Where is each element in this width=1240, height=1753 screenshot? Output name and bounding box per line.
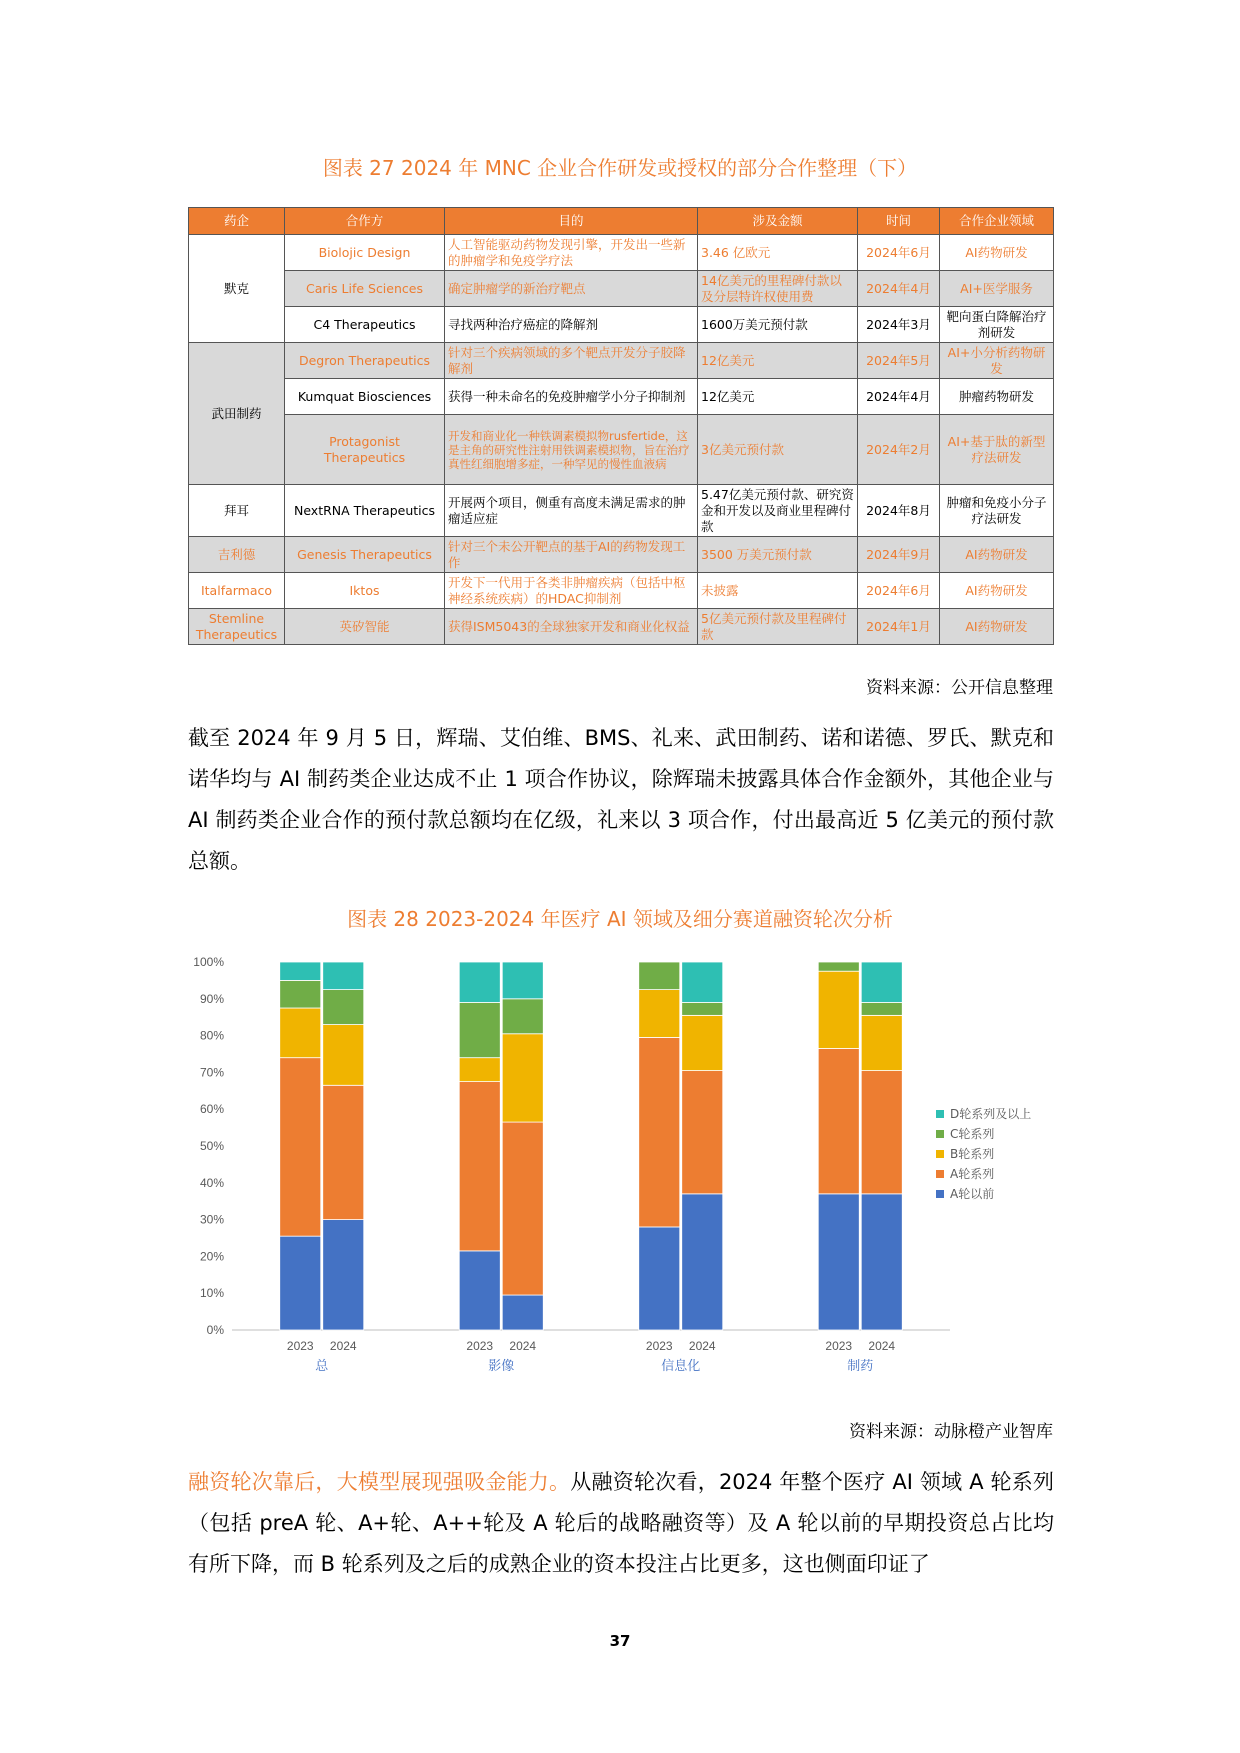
time-cell: 2024年6月 bbox=[858, 573, 940, 609]
table-row bbox=[189, 573, 1054, 609]
partner-cell: 英矽智能 bbox=[285, 609, 445, 645]
header-field: 合作企业领域 bbox=[940, 208, 1054, 235]
amount-cell: 14亿美元的里程碑付款以及分层特许权使用费 bbox=[698, 271, 858, 307]
bar-segment bbox=[323, 990, 364, 1025]
y-tick-label: 30% bbox=[199, 1212, 224, 1227]
y-tick-label: 0% bbox=[206, 1323, 224, 1337]
partner-cell: Protagonist Therapeutics bbox=[285, 415, 445, 485]
bar-segment bbox=[459, 1058, 500, 1082]
time-cell: 2024年6月 bbox=[858, 235, 940, 271]
bar-segment bbox=[861, 1015, 902, 1070]
amount-cell: 3亿美元预付款 bbox=[698, 415, 858, 485]
partner-cell: Kumquat Biosciences bbox=[285, 379, 445, 415]
bar-segment bbox=[818, 1048, 859, 1193]
y-tick-label: 70% bbox=[199, 1065, 224, 1080]
deals-table bbox=[188, 207, 1054, 645]
partner-cell: Caris Life Sciences bbox=[285, 271, 445, 307]
x-group-label: 制药 bbox=[847, 1359, 874, 1374]
y-tick-label: 10% bbox=[199, 1286, 224, 1301]
funding-rounds-chart bbox=[190, 950, 1070, 1400]
table-row bbox=[189, 235, 1054, 271]
y-tick-label: 20% bbox=[199, 1249, 224, 1264]
purpose-cell: 人工智能驱动药物发现引擎，开发出一些新的肿瘤学和免疫学疗法 bbox=[445, 235, 698, 271]
x-year-label: 2023 bbox=[466, 1339, 494, 1353]
pharma-cell: 吉利德 bbox=[189, 537, 285, 573]
bar-segment bbox=[818, 971, 859, 1048]
partner-cell: Genesis Therapeutics bbox=[285, 537, 445, 573]
partner-cell: Degron Therapeutics bbox=[285, 343, 445, 379]
header-time: 时间 bbox=[858, 208, 940, 235]
bar-segment bbox=[502, 1122, 543, 1295]
purpose-cell: 开发和商业化一种铁调素模拟物rusfertide，这是主角的研究性注射用铁调素模拟物，旨在治疗真性红细胞增多症，一种罕见的慢性血液病 bbox=[445, 415, 698, 485]
field-cell: 肿瘤药物研发 bbox=[940, 379, 1054, 415]
amount-cell: 1600万美元预付款 bbox=[698, 307, 858, 343]
field-cell: AI药物研发 bbox=[940, 609, 1054, 645]
bar-segment bbox=[502, 1295, 543, 1330]
purpose-cell: 针对三个未公开靶点的基于AI的药物发现工作 bbox=[445, 537, 698, 573]
field-cell: AI+基于肽的新型疗法研发 bbox=[940, 415, 1054, 485]
y-tick-label: 90% bbox=[199, 991, 224, 1006]
pharma-cell: 拜耳 bbox=[189, 485, 285, 537]
bar-segment bbox=[459, 962, 500, 1002]
purpose-cell: 针对三个疾病领域的多个靶点开发分子胶降解剂 bbox=[445, 343, 698, 379]
legend-label: A轮系列 bbox=[950, 1167, 995, 1181]
y-tick-label: 100% bbox=[193, 955, 224, 969]
table-row bbox=[189, 485, 1054, 537]
table-row bbox=[189, 415, 1054, 485]
time-cell: 2024年3月 bbox=[858, 307, 940, 343]
amount-cell: 5亿美元预付款及里程碑付款 bbox=[698, 609, 858, 645]
table-source: 资料来源：公开信息整理 bbox=[866, 678, 1053, 698]
field-cell: AI药物研发 bbox=[940, 235, 1054, 271]
bar-segment bbox=[818, 1194, 859, 1330]
amount-cell: 12亿美元 bbox=[698, 379, 858, 415]
field-cell: 肿瘤和免疫小分子疗法研发 bbox=[940, 485, 1054, 537]
bar-segment bbox=[682, 1071, 723, 1194]
bar-segment bbox=[861, 1002, 902, 1015]
bar-segment bbox=[639, 990, 680, 1038]
x-group-label: 影像 bbox=[488, 1359, 515, 1374]
bar-segment bbox=[280, 962, 321, 980]
bar-segment bbox=[280, 1236, 321, 1330]
legend-label: B轮系列 bbox=[950, 1147, 995, 1161]
time-cell: 2024年4月 bbox=[858, 271, 940, 307]
legend-label: A轮以前 bbox=[950, 1187, 995, 1201]
field-cell: AI+医学服务 bbox=[940, 271, 1054, 307]
field-cell: AI药物研发 bbox=[940, 537, 1054, 573]
bar-segment bbox=[323, 962, 364, 990]
amount-cell: 3500 万美元预付款 bbox=[698, 537, 858, 573]
bar-segment bbox=[861, 962, 902, 1002]
paragraph-text: 从融资轮次看，2024 年整个医疗 AI 领域 A 轮系列（包括 preA 轮、A+轮、A++轮及 A 轮后的战略融资等）及 A 轮以前的早期投资总占比均有所下降，而 B 轮系列及之后的成熟企业的资本投注占比更多，这也侧面印证了 bbox=[188, 1470, 1055, 1576]
amount-cell: 未披露 bbox=[698, 573, 858, 609]
partner-cell: Iktos bbox=[285, 573, 445, 609]
chart-caption: 图表 28 2023-2024 年医疗 AI 领域及细分赛道融资轮次分析 bbox=[347, 907, 893, 931]
pharma-cell: 默克 bbox=[189, 235, 285, 343]
legend-swatch bbox=[936, 1190, 944, 1198]
amount-cell: 12亿美元 bbox=[698, 343, 858, 379]
bar-segment bbox=[861, 1071, 902, 1194]
bar-segment bbox=[502, 962, 543, 999]
y-tick-label: 40% bbox=[199, 1175, 224, 1190]
pharma-cell: Stemline Therapeutics bbox=[189, 609, 285, 645]
x-year-label: 2023 bbox=[645, 1339, 673, 1353]
bar-segment bbox=[280, 1058, 321, 1236]
table-row bbox=[189, 609, 1054, 645]
amount-cell: 3.46 亿欧元 bbox=[698, 235, 858, 271]
y-tick-label: 80% bbox=[199, 1028, 224, 1043]
bar-segment bbox=[682, 962, 723, 1002]
x-year-label: 2024 bbox=[868, 1339, 896, 1353]
page-number: 37 bbox=[609, 1632, 631, 1650]
time-cell: 2024年4月 bbox=[858, 379, 940, 415]
x-year-label: 2024 bbox=[329, 1339, 357, 1353]
legend-swatch bbox=[936, 1170, 944, 1178]
purpose-cell: 确定肿瘤学的新治疗靶点 bbox=[445, 271, 698, 307]
bar-segment bbox=[639, 962, 680, 990]
legend-label: D轮系列及以上 bbox=[950, 1107, 1032, 1121]
partner-cell: Biolojic Design bbox=[285, 235, 445, 271]
purpose-cell: 寻找两种治疗癌症的降解剂 bbox=[445, 307, 698, 343]
table-row bbox=[189, 307, 1054, 343]
time-cell: 2024年2月 bbox=[858, 415, 940, 485]
bar-segment bbox=[682, 1015, 723, 1070]
header-amount: 涉及金额 bbox=[698, 208, 858, 235]
purpose-cell: 获得ISM5043的全球独家开发和商业化权益 bbox=[445, 609, 698, 645]
table-row bbox=[189, 537, 1054, 573]
bar-segment bbox=[459, 1251, 500, 1330]
bar-segment bbox=[502, 1034, 543, 1122]
bar-segment bbox=[459, 1082, 500, 1251]
bar-segment bbox=[861, 1194, 902, 1330]
bar-segment bbox=[323, 1025, 364, 1086]
time-cell: 2024年1月 bbox=[858, 609, 940, 645]
field-cell: AI药物研发 bbox=[940, 573, 1054, 609]
bar-segment bbox=[280, 980, 321, 1008]
pharma-cell: 武田制药 bbox=[189, 343, 285, 485]
time-cell: 2024年9月 bbox=[858, 537, 940, 573]
chart-source: 资料来源：动脉橙产业智库 bbox=[849, 1422, 1053, 1442]
body-paragraph-2 bbox=[188, 1462, 1054, 1585]
pharma-cell: Italfarmaco bbox=[189, 573, 285, 609]
header-purpose: 目的 bbox=[445, 208, 698, 235]
x-year-label: 2023 bbox=[286, 1339, 314, 1353]
partner-cell: NextRNA Therapeutics bbox=[285, 485, 445, 537]
bar-segment bbox=[682, 1002, 723, 1015]
field-cell: 靶向蛋白降解治疗剂研发 bbox=[940, 307, 1054, 343]
x-group-label: 信息化 bbox=[661, 1359, 701, 1374]
bar-segment bbox=[459, 1002, 500, 1057]
bar-segment bbox=[323, 1220, 364, 1330]
table-caption: 图表 27 2024 年 MNC 企业合作研发或授权的部分合作整理（下） bbox=[322, 156, 918, 180]
x-year-label: 2023 bbox=[825, 1339, 853, 1353]
table-row bbox=[189, 271, 1054, 307]
legend-swatch bbox=[936, 1110, 944, 1118]
table-header-row bbox=[189, 208, 1054, 235]
bar-segment bbox=[323, 1085, 364, 1219]
bar-segment bbox=[639, 1227, 680, 1330]
purpose-cell: 开发下一代用于各类非肿瘤疾病（包括中枢神经系统疾病）的HDAC抑制剂 bbox=[445, 573, 698, 609]
legend-swatch bbox=[936, 1130, 944, 1138]
bar-segment bbox=[502, 999, 543, 1034]
partner-cell: C4 Therapeutics bbox=[285, 307, 445, 343]
header-pharma: 药企 bbox=[189, 208, 285, 235]
amount-cell: 5.47亿美元预付款、研究资金和开发以及商业里程碑付款 bbox=[698, 485, 858, 537]
y-tick-label: 50% bbox=[199, 1139, 224, 1153]
bar-segment bbox=[639, 1037, 680, 1227]
x-group-label: 总 bbox=[315, 1359, 329, 1374]
legend-label: C轮系列 bbox=[950, 1127, 995, 1141]
bar-segment bbox=[682, 1194, 723, 1330]
bar-segment bbox=[818, 962, 859, 971]
bar-segment bbox=[280, 1008, 321, 1058]
table-row bbox=[189, 379, 1054, 415]
x-year-label: 2024 bbox=[509, 1339, 537, 1353]
body-paragraph: 截至 2024 年 9 月 5 日，辉瑞、艾伯维、BMS、礼来、武田制药、诺和诺德、罗氏、默克和诺华均与 AI 制药类企业达成不止 1 项合作协议，除辉瑞未披露具体合作金额外，其他企业与 AI 制药类企业合作的预付款总额均在亿级，礼来以 3 项合作，付出最高近 5 亿美元的预付款总额。 bbox=[188, 726, 1054, 873]
table-row bbox=[189, 343, 1054, 379]
field-cell: AI+小分析药物研发 bbox=[940, 343, 1054, 379]
time-cell: 2024年8月 bbox=[858, 485, 940, 537]
purpose-cell: 开展两个项目，侧重有高度未满足需求的肿瘤适应症 bbox=[445, 485, 698, 537]
y-tick-label: 60% bbox=[199, 1102, 224, 1117]
time-cell: 2024年5月 bbox=[858, 343, 940, 379]
x-year-label: 2024 bbox=[688, 1339, 716, 1353]
purpose-cell: 获得一种未命名的免疫肿瘤学小分子抑制剂 bbox=[445, 379, 698, 415]
paragraph-highlight: 融资轮次靠后，大模型展现强吸金能力。 bbox=[188, 1470, 571, 1494]
legend-swatch bbox=[936, 1150, 944, 1158]
header-partner: 合作方 bbox=[285, 208, 445, 235]
